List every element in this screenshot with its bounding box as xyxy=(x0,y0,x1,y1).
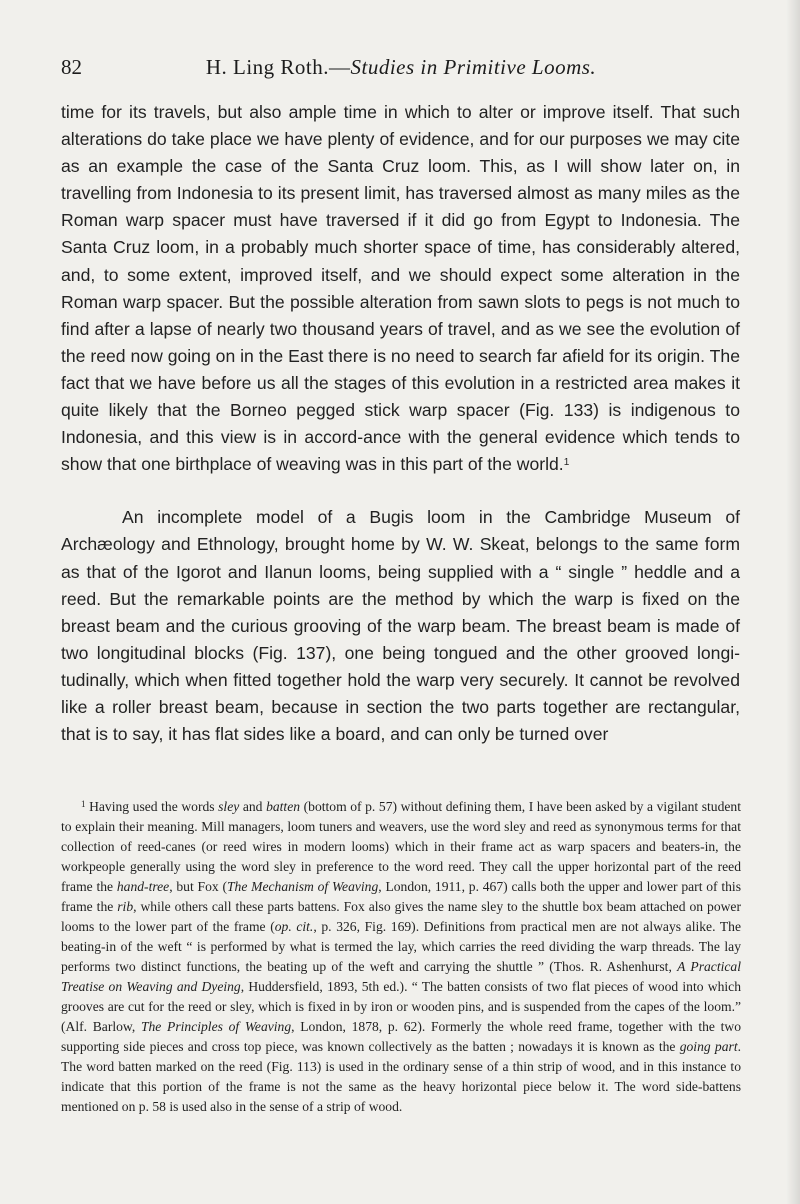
footnote-text-run: , while others call these parts battens. Fox also gives the name sley to the shuttle box beam attached on power looms to the lower part of the frame ( xyxy=(61,899,741,934)
footnote-text-run: Having used the words xyxy=(85,799,219,814)
page-edge-shadow xyxy=(786,0,800,1204)
footnote-text-run: , Huddersfield, 1893, 5th ed.). “ The batten consists of two flat pieces of wood into which grooves are cut for the reed or sley, which is fixed in by iron or wooden pins, and is suspended from the capes of the loom.” (Alf. Barlow, xyxy=(61,979,741,1034)
footnote-text-run: , London, 1911, p. 467) calls both the upper and lower part of this frame the xyxy=(61,879,741,914)
footnote-text xyxy=(61,799,741,1114)
footnote-italic-term: batten xyxy=(266,799,301,814)
paragraph-2: An incomplete model of a Bugis loom in the Cambridge Museum of Archæology and Ethnology, brought home by W. W. Skeat, belongs to the same form as that of the Igorot and Ilanun looms, being supplied with a “ single ” heddle and a reed. But the remarkable points are the method by which the warp is fixed on the breast beam and the curious grooving of the warp beam. The breast beam is made of two longitudinal blocks (Fig. 137), one being tongued and the other grooved longi-tudinally, which when fitted together hold the warp very securely. It cannot be revolved like a roller breast beam, because in section the two parts together are rectangular, that is to say, it has flat sides like a board, and can only be turned over xyxy=(61,507,740,745)
footnote-reference: 1 xyxy=(563,457,570,469)
footnote-italic-term: op. cit. xyxy=(274,919,314,934)
footnote-text-run: (bottom of p. 57) without defining them, I have been asked by a vigilant student to explain their meaning. Mill managers, loom tuners and weavers, use the word sley and reed as synonymous terms for that collection of reed-canes (or reed wires in modern looms) which in their frame act as warp spacers and beaters-in, the workpeople generally using the word sley in preference to the word reed. They call the upper horizontal part of the reed frame the xyxy=(61,799,741,894)
footnote-italic-term: A Practical Treatise on Weaving and Dyeing xyxy=(61,959,741,994)
footnote-text-run: , but Fox ( xyxy=(169,879,227,894)
footnote-italic-term: The Principles of Weaving xyxy=(140,1019,292,1034)
main-text xyxy=(61,99,740,748)
paragraph-1-text: time for its travels, but also ample time in which to alter or improve itself. That such alterations do take place we have plenty of evidence, and for our purposes we may cite as an example the case of the Santa Cruz loom. This, as I will show later on, in travelling from Indonesia to its present limit, has traversed almost as many miles as the Roman warp spacer must have traversed if it did go from Egypt to Indonesia. The Santa Cruz loom, in a probably much shorter space of time, has considerably altered, and, to some extent, improved itself, and we should expect some alteration in the Roman warp spacer. But the possible alteration from sawn slots to pegs is not much to find after a lapse of nearly two thousand years of travel, and as we see the evolution of the reed now going on in the East there is no need to search far afield for its origin. The fact that we have before us all the stages of this evolution in a restricted area makes it quite likely that the Borneo pegged stick warp spacer (Fig. 133) is indigenous to Indonesia, and this view is in accord-ance with the general evidence which tends to show that one birthplace of weaving was in this part of the world. xyxy=(61,102,740,475)
running-head-title xyxy=(61,52,741,82)
footnote-italic-term: rib xyxy=(117,899,134,914)
running-head xyxy=(61,52,741,82)
footnote-text-run: , p. 326, Fig. 169). Definitions from practical men are not always alike. The beating-in of the weft “ is performed by what is termed the lay, which carries the reed dividing the warp threads. The lay performs two distinct functions, the beating up of the weft and carrying the shuttle ” (Thos. R. Ashenhurst, xyxy=(61,919,741,974)
footnote-text-run: , London, 1878, p. 62). Formerly the whole reed frame, together with the two supporting side pieces and cross top piece, was known collectively as the batten ; nowadays it is known as the xyxy=(61,1019,741,1054)
paragraph-1 xyxy=(61,99,740,478)
footnote-italic-term: sley xyxy=(218,799,240,814)
running-head-book-title: Studies in Primitive Looms. xyxy=(350,55,597,79)
page-number: 82 xyxy=(61,55,82,79)
footnote-italic-term: The Mechanism of Weaving xyxy=(227,879,379,894)
footnote-italic-term: hand-tree xyxy=(116,879,170,894)
footnote xyxy=(61,797,741,1117)
footnote-marker: 1 xyxy=(81,799,86,809)
running-head-dash: — xyxy=(329,55,351,79)
footnote-italic-term: going part xyxy=(679,1039,738,1054)
running-head-author: H. Ling Roth. xyxy=(205,55,329,79)
footnote-text-run: . The word batten marked on the reed (Fig. 113) is used in the ordinary sense of a thin strip of wood, and in this instance to indicate that this portion of the frame is not the same as the heavy horizontal piece below it. The word side-battens mentioned on p. 58 is used also in the sense of a strip of wood. xyxy=(61,1039,741,1114)
footnote-text-run: and xyxy=(239,799,267,814)
